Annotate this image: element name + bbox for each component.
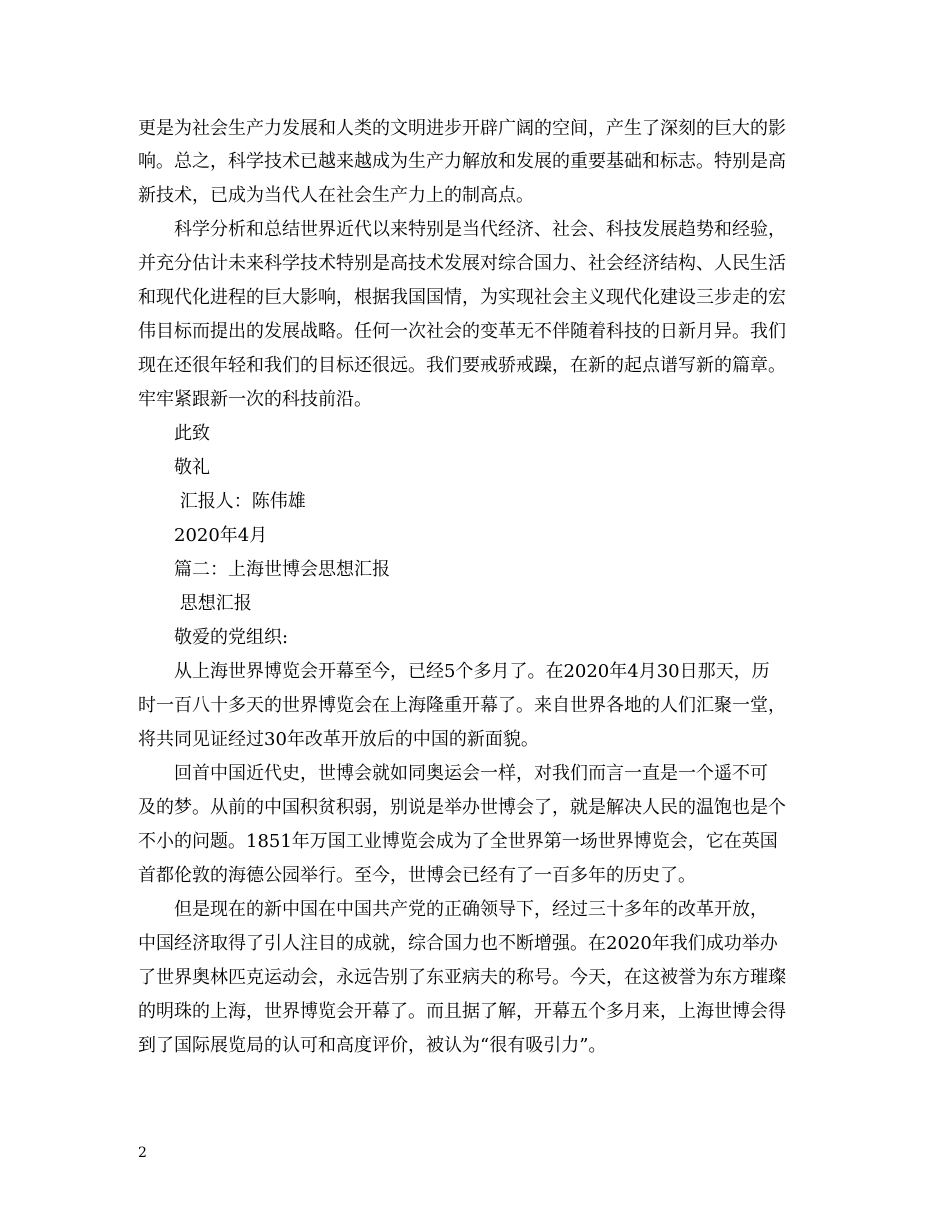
text-line: 科学分析和总结世界近代以来特别是当代经济、社会、科技发展趋势和经验， xyxy=(138,219,786,240)
salutation: 敬爱的党组织: xyxy=(138,627,289,648)
section-heading: 篇二：上海世博会思想汇报 xyxy=(138,559,390,580)
text-line: 将共同见证经过30年改革开放后的中国的新面貌。 xyxy=(138,729,539,750)
text-line: 回首中国近代史，世博会就如同奥运会一样，对我们而言一直是一个遥不可 xyxy=(138,763,768,784)
report-title: 思想汇报 xyxy=(138,593,252,614)
page-number: 2 xyxy=(138,1145,147,1161)
text-line: 新技术，已成为当代人在社会生产力上的制高点。 xyxy=(138,185,534,206)
text-line: 响。总之，科学技术已越来越成为生产力解放和发展的重要基础和标志。特别是高 xyxy=(138,151,786,172)
date-line: 2020年4月 xyxy=(138,525,268,546)
text-line: 并充分估计未来科学技术特别是高技术发展对综合国力、社会经济结构、人民生活 xyxy=(138,253,786,274)
text-line: 和现代化进程的巨大影响，根据我国国情，为实现社会主义现代化建设三步走的宏 xyxy=(138,287,786,308)
text-line: 首都伦敦的海德公园举行。至今，世博会已经有了一百多年的历史了。 xyxy=(138,865,696,886)
closing-respect: 敬礼 xyxy=(138,457,210,478)
text-line: 不小的问题。1851年万国工业博览会成为了全世界第一场世界博览会，它在英国 xyxy=(138,831,778,852)
text-line: 牢牢紧跟新一次的科技前沿。 xyxy=(138,389,372,410)
text-line: 时一百八十多天的世界博览会在上海隆重开幕了。来自世界各地的人们汇聚一堂， xyxy=(138,695,786,716)
text-line: 了世界奥林匹克运动会，永远告别了东亚病夫的称号。今天，在这被誉为东方璀璨 xyxy=(138,967,786,988)
closing-salutation: 此致 xyxy=(138,423,210,444)
reporter-line: 汇报人：陈伟雄 xyxy=(138,491,306,512)
text-line: 中国经济取得了引人注目的成就，综合国力也不断增强。在2020年我们成功举办 xyxy=(138,933,778,954)
text-line: 的明珠的上海，世界博览会开幕了。而且据了解，开幕五个多月来，上海世博会得 xyxy=(138,1001,786,1022)
text-line: 到了国际展览局的认可和高度评价，被认为“很有吸引力”。 xyxy=(138,1035,607,1056)
text-line: 但是现在的新中国在中国共产党的正确领导下，经过三十多年的改革开放， xyxy=(138,899,768,920)
text-line: 从上海世界博览会开幕至今，已经5个多月了。在2020年4月30日那天，历 xyxy=(138,661,770,682)
text-line: 更是为社会生产力发展和人类的文明进步开辟广阔的空间，产生了深刻的巨大的影 xyxy=(138,118,786,139)
text-line: 伟目标而提出的发展战略。任何一次社会的变革无不伴随着科技的日新月异。我们 xyxy=(138,321,786,342)
text-line: 现在还很年轻和我们的目标还很远。我们要戒骄戒躁，在新的起点谱写新的篇章。 xyxy=(138,355,786,376)
text-line: 及的梦。从前的中国积贫积弱，别说是举办世博会了，就是解决人民的温饱也是个 xyxy=(138,797,786,818)
